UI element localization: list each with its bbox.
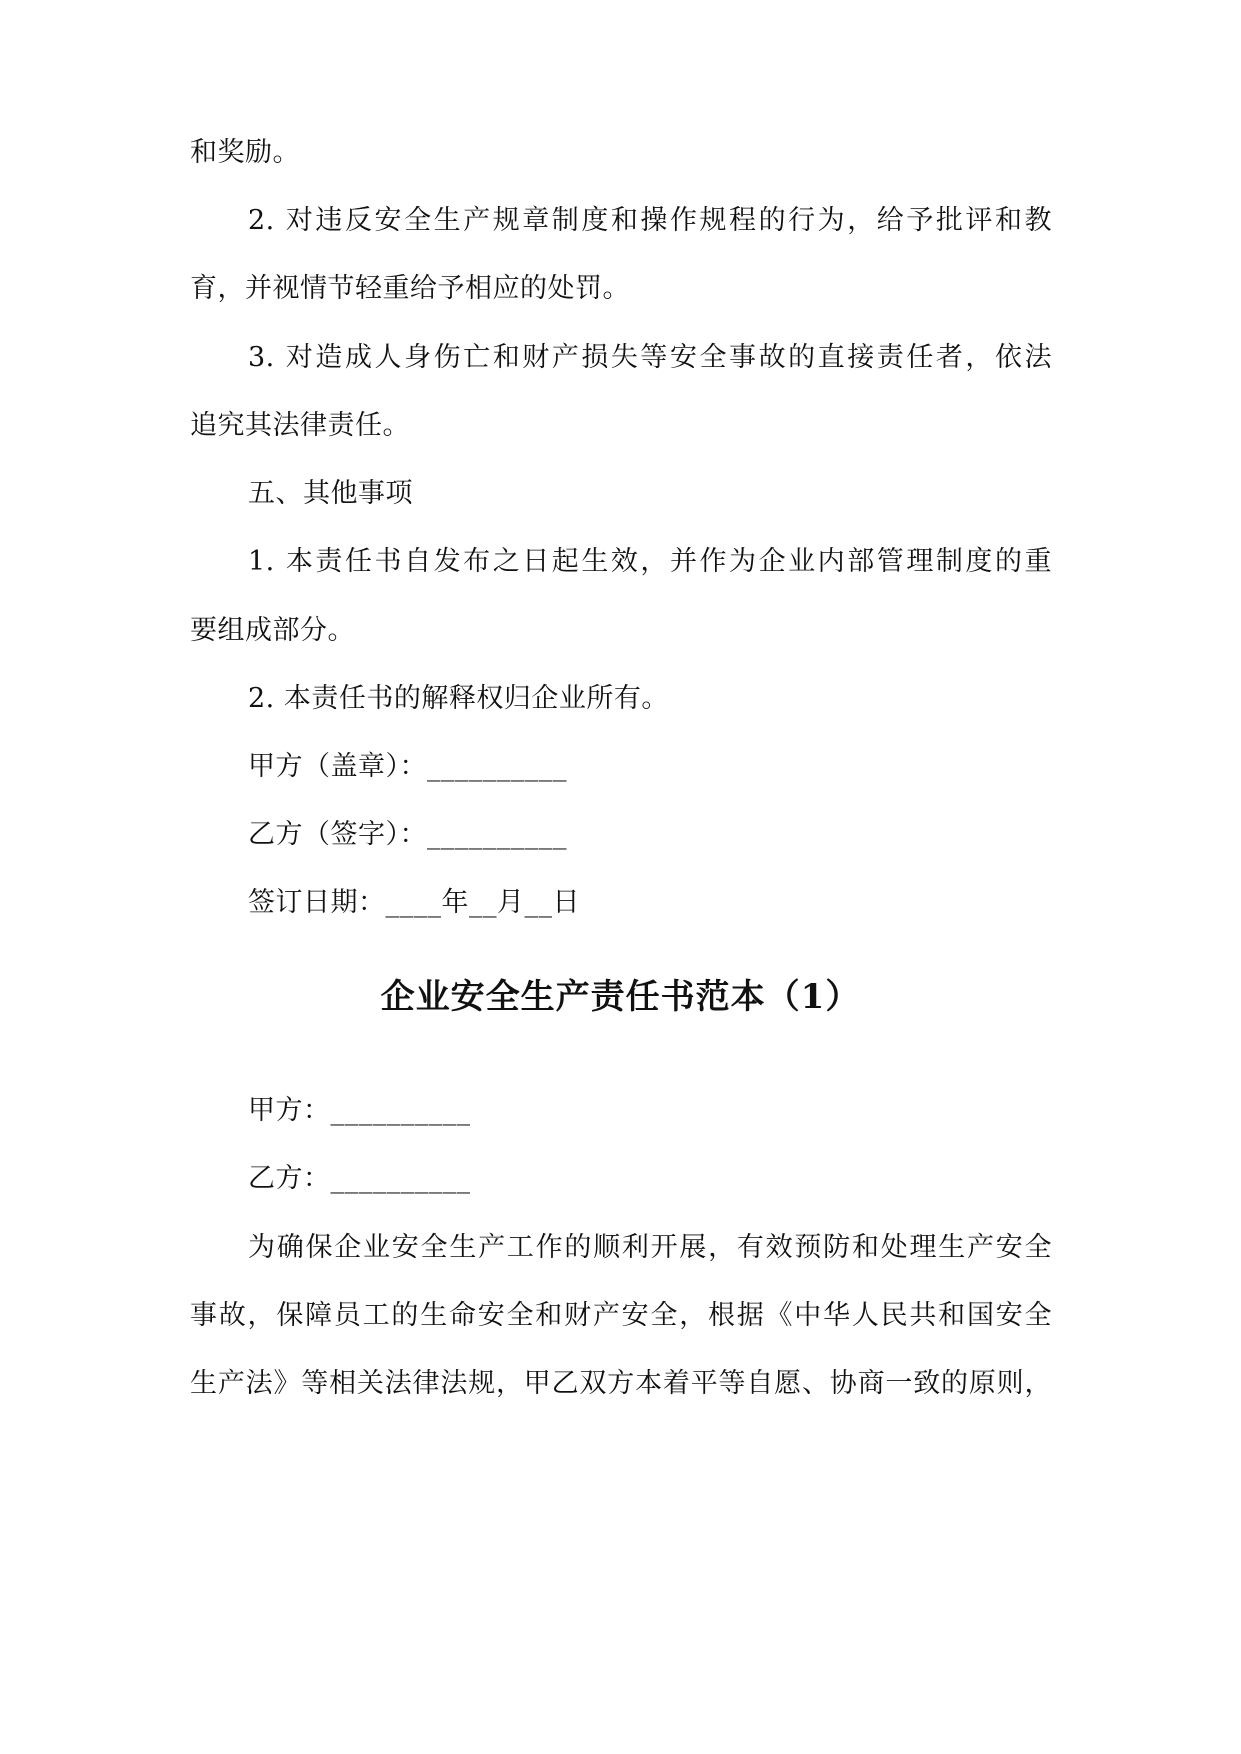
party-b-line: 乙方：__________ — [248, 1163, 471, 1194]
section-heading: 五、其他事项 — [248, 478, 413, 509]
text-line: 为确保企业安全生产工作的顺利开展，有效预防和处理生产安全 — [248, 1232, 1052, 1263]
text-line: 1. 本责任书自发布之日起生效，并作为企业内部管理制度的重 — [248, 546, 1052, 577]
party-a-seal-line: 甲方（盖章）：__________ — [248, 751, 567, 782]
text-line: 要组成部分。 — [190, 615, 355, 646]
text-line: 追究其法律责任。 — [190, 410, 410, 441]
document-title: 企业安全生产责任书范本（1） — [380, 977, 861, 1017]
text-line: 和奖励。 — [190, 137, 300, 168]
party-b-sign-line: 乙方（签字）：__________ — [248, 819, 567, 850]
text-line: 事故，保障员工的生命安全和财产安全，根据《中华人民共和国安全 — [190, 1300, 1052, 1331]
text-line: 3. 对造成人身伤亡和财产损失等安全事故的直接责任者，依法 — [248, 342, 1052, 373]
party-a-line: 甲方：__________ — [248, 1095, 471, 1126]
text-line: 2. 本责任书的解释权归企业所有。 — [248, 683, 669, 714]
text-line: 育，并视情节轻重给予相应的处罚。 — [190, 273, 630, 304]
sign-date-line: 签订日期：____年__月__日 — [248, 887, 580, 918]
text-line: 生产法》等相关法律法规，甲乙双方本着平等自愿、协商一致的原则， — [190, 1368, 1052, 1399]
text-line: 2. 对违反安全生产规章制度和操作规程的行为，给予批评和教 — [248, 205, 1052, 236]
